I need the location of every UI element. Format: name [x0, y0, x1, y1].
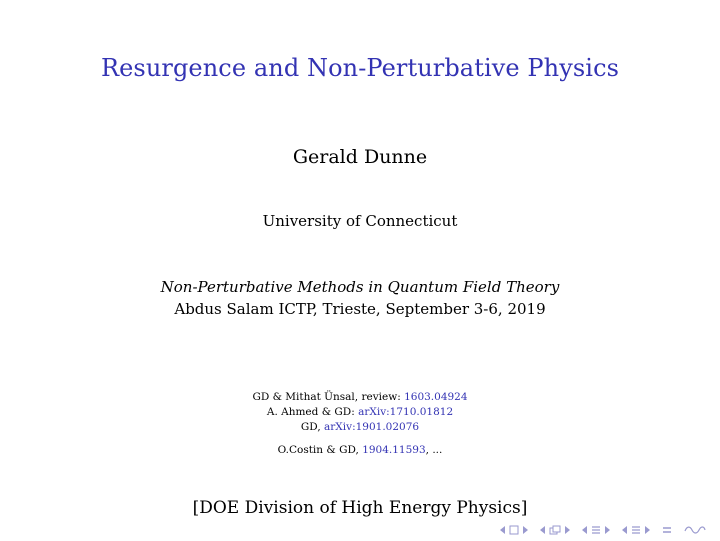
- event-venue: Abdus Salam ICTP, Trieste, September 3-6, 2019: [174, 300, 546, 318]
- reference-link[interactable]: arXiv:1901.02076: [324, 421, 420, 433]
- doc-icon[interactable]: [631, 525, 641, 535]
- funding-note: [DOE Division of High Energy Physics]: [192, 498, 528, 518]
- reference-text: GD,: [300, 421, 325, 433]
- reference-item: [0, 420, 720, 435]
- arrow-left-icon[interactable]: [582, 526, 588, 534]
- section-icon[interactable]: [591, 525, 601, 535]
- arrow-left-icon[interactable]: [622, 526, 628, 534]
- reference-item: [0, 405, 720, 420]
- arrow-right-icon[interactable]: [604, 526, 610, 534]
- arrow-right-icon[interactable]: [522, 526, 528, 534]
- arrow-right-icon[interactable]: [564, 526, 570, 534]
- align-icon[interactable]: [662, 525, 672, 535]
- reference-item: [0, 443, 720, 458]
- arrow-left-icon[interactable]: [540, 526, 546, 534]
- reference-text: GD & Mithat Ünsal, review:: [252, 391, 405, 403]
- references: [0, 390, 720, 458]
- affiliation: University of Connecticut: [262, 212, 458, 230]
- arrow-left-icon[interactable]: [500, 526, 506, 534]
- arrow-right-icon[interactable]: [644, 526, 650, 534]
- frame-icon[interactable]: [509, 525, 519, 535]
- reference-item: [0, 390, 720, 405]
- beamer-navigation-bar: [500, 525, 706, 535]
- reference-link[interactable]: 1603.04924: [404, 391, 468, 403]
- reference-text: A. Ahmed & GD:: [266, 406, 359, 418]
- subsection-icon[interactable]: [549, 525, 561, 535]
- reference-spacer: [0, 435, 720, 443]
- event-name: Non-Perturbative Methods in Quantum Field Theory: [160, 278, 560, 296]
- slide-title: Resurgence and Non-Perturbative Physics: [100, 54, 620, 82]
- reference-link[interactable]: arXiv:1710.01812: [358, 406, 454, 418]
- reference-text: O.Costin & GD,: [277, 444, 363, 456]
- event-block: [0, 276, 720, 320]
- reference-link[interactable]: 1904.11593: [362, 444, 426, 456]
- reference-suffix: , ...: [425, 444, 443, 456]
- search-icon[interactable]: [684, 525, 706, 535]
- author-name: Gerald Dunne: [292, 146, 428, 168]
